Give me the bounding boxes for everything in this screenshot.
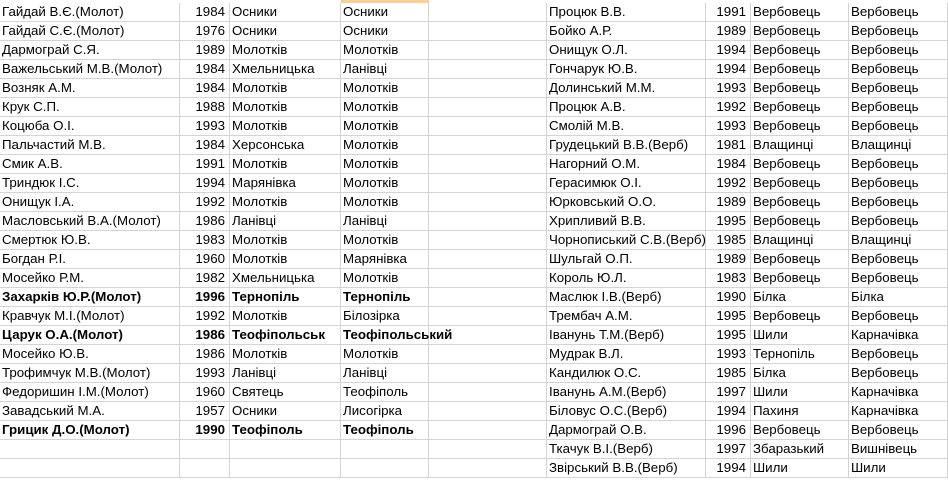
cell-empty-col[interactable]	[429, 440, 547, 458]
cell-residence-left[interactable]	[341, 459, 429, 477]
cell-year-right[interactable]: 1985	[706, 364, 751, 382]
cell-year-right[interactable]: 1995	[706, 307, 751, 325]
cell-birthplace-right[interactable]: Вербовець	[751, 79, 849, 97]
cell-empty-col[interactable]	[429, 193, 547, 211]
cell-birthplace-left[interactable]: Молотків	[230, 307, 341, 325]
cell-residence-left[interactable]: Осники	[341, 3, 429, 21]
cell-name-right[interactable]: Процюк В.В.	[547, 3, 706, 21]
table-row	[0, 326, 948, 345]
cell-name-left[interactable]: Захарків Ю.Р.(Молот)	[0, 288, 180, 306]
cell-year-left[interactable]: 1994	[180, 174, 230, 192]
table-row	[0, 231, 948, 250]
table-row	[0, 79, 948, 98]
cell-empty-col[interactable]	[429, 364, 547, 382]
cell-name-left[interactable]: Гайдай С.Є.(Молот)	[0, 22, 180, 40]
table-row	[0, 155, 948, 174]
table-row	[0, 117, 948, 136]
cell-residence-right[interactable]: Вербовець	[849, 98, 948, 116]
table-row	[0, 212, 948, 231]
cell-name-left[interactable]	[0, 459, 180, 477]
cell-birthplace-right[interactable]: Вербовець	[751, 117, 849, 135]
cell-name-right[interactable]: Біловус О.С.(Верб)	[547, 402, 706, 420]
cell-birthplace-right[interactable]: Вербовець	[751, 60, 849, 78]
cell-empty-col[interactable]	[429, 136, 547, 154]
cell-year-right[interactable]: 1993	[706, 345, 751, 363]
cell-residence-left[interactable]: Молотків	[341, 269, 429, 287]
cell-name-right[interactable]: Іванунь Т.М.(Верб)	[547, 326, 706, 344]
cell-birthplace-left[interactable]: Херсонська	[230, 136, 341, 154]
cell-name-right[interactable]: Грудецький В.В.(Верб)	[547, 136, 706, 154]
cell-name-left[interactable]: Коцюба О.І.	[0, 117, 180, 135]
cell-name-right[interactable]: Кандилюк О.С.	[547, 364, 706, 382]
cell-name-left[interactable]: Пальчастий М.В.	[0, 136, 180, 154]
cell-year-right[interactable]: 1995	[706, 212, 751, 230]
cell-year-right[interactable]: 1997	[706, 440, 751, 458]
cell-name-left[interactable]	[0, 440, 180, 458]
cell-residence-left[interactable]: Марянівка	[341, 250, 429, 268]
cell-residence-left[interactable]: Ланівці	[341, 364, 429, 382]
cell-year-left[interactable]: 1990	[180, 421, 230, 439]
cell-birthplace-right[interactable]: Білка	[751, 364, 849, 382]
cell-name-left[interactable]: Гайдай В.Є.(Молот)	[0, 3, 180, 21]
cell-name-right[interactable]: Звірський В.В.(Верб)	[547, 459, 706, 477]
cell-year-right[interactable]: 1994	[706, 402, 751, 420]
cell-residence-left[interactable]: Теофіполь	[341, 383, 429, 401]
cell-name-left[interactable]: Триндюк І.С.	[0, 174, 180, 192]
table-row	[0, 402, 948, 421]
cell-name-left[interactable]: Онищук І.А.	[0, 193, 180, 211]
cell-residence-right[interactable]: Карначівка	[849, 326, 948, 344]
cell-year-right[interactable]: 1991	[706, 3, 751, 21]
cell-name-right[interactable]: Трембач А.М.	[547, 307, 706, 325]
cell-empty-col[interactable]	[429, 307, 547, 325]
cell-year-left[interactable]: 1982	[180, 269, 230, 287]
table-row	[0, 174, 948, 193]
cell-year-left[interactable]: 1996	[180, 288, 230, 306]
cell-birthplace-left[interactable]: Молотків	[230, 117, 341, 135]
cell-name-left[interactable]: Важельський М.В.(Молот)	[0, 60, 180, 78]
cell-residence-left[interactable]: Молотків	[341, 79, 429, 97]
cell-year-left[interactable]: 1984	[180, 136, 230, 154]
table-row	[0, 250, 948, 269]
table-row	[0, 98, 948, 117]
cell-name-right[interactable]: Іванунь А.М.(Верб)	[547, 383, 706, 401]
cell-year-left[interactable]: 1986	[180, 326, 230, 344]
cell-year-left[interactable]: 1992	[180, 193, 230, 211]
cell-year-left[interactable]: 1991	[180, 155, 230, 173]
cell-name-right[interactable]: Бойко А.Р.	[547, 22, 706, 40]
cell-residence-left[interactable]: Ланівці	[341, 212, 429, 230]
cell-birthplace-left[interactable]: Молотків	[230, 193, 341, 211]
cell-residence-right[interactable]: Вербовець	[849, 364, 948, 382]
cell-birthplace-right[interactable]: Влащинці	[751, 231, 849, 249]
cell-birthplace-right[interactable]: Вербовець	[751, 98, 849, 116]
cell-year-right[interactable]: 1985	[706, 231, 751, 249]
table-row	[0, 440, 948, 459]
cell-birthplace-right[interactable]: Вербовець	[751, 307, 849, 325]
table-row	[0, 3, 948, 22]
cell-empty-col[interactable]	[429, 402, 547, 420]
cell-name-left[interactable]: Масловський В.А.(Молот)	[0, 212, 180, 230]
cell-birthplace-right[interactable]: Тернопіль	[751, 345, 849, 363]
cell-residence-right[interactable]: Вербовець	[849, 250, 948, 268]
cell-empty-col[interactable]	[429, 212, 547, 230]
cell-birthplace-right[interactable]: Вербовець	[751, 155, 849, 173]
cell-residence-left[interactable]: Молотків	[341, 136, 429, 154]
cell-empty-col[interactable]	[429, 459, 547, 477]
table-row	[0, 307, 948, 326]
cell-year-left[interactable]: 1984	[180, 79, 230, 97]
table-row	[0, 269, 948, 288]
cell-empty-col[interactable]	[429, 98, 547, 116]
cell-residence-left[interactable]: Молотків	[341, 345, 429, 363]
cell-birthplace-right[interactable]: Вербовець	[751, 250, 849, 268]
cell-name-right[interactable]: Смолій М.В.	[547, 117, 706, 135]
cell-year-right[interactable]: 1995	[706, 326, 751, 344]
table-row	[0, 459, 948, 478]
cell-year-right[interactable]: 1990	[706, 288, 751, 306]
cell-name-right[interactable]: Онищук О.Л.	[547, 41, 706, 59]
cell-year-left[interactable]: 1960	[180, 383, 230, 401]
cell-year-right[interactable]: 1983	[706, 269, 751, 287]
cell-birthplace-right[interactable]: Вербовець	[751, 22, 849, 40]
cell-year-right[interactable]: 1994	[706, 41, 751, 59]
cell-residence-right[interactable]: Карначівка	[849, 402, 948, 420]
cell-empty-col[interactable]	[429, 383, 547, 401]
cell-year-left[interactable]: 1976	[180, 22, 230, 40]
cell-residence-right[interactable]: Вербовець	[849, 22, 948, 40]
cell-year-left[interactable]: 1993	[180, 364, 230, 382]
cell-birthplace-right[interactable]: Вербовець	[751, 41, 849, 59]
cell-year-left[interactable]: 1989	[180, 41, 230, 59]
cell-year-right[interactable]: 1989	[706, 250, 751, 268]
cell-year-left[interactable]: 1992	[180, 307, 230, 325]
cell-empty-col[interactable]	[429, 421, 547, 439]
cell-name-left[interactable]: Смик А.В.	[0, 155, 180, 173]
cell-residence-right[interactable]: Вербовець	[849, 155, 948, 173]
cell-name-left[interactable]: Богдан Р.І.	[0, 250, 180, 268]
cell-birthplace-right[interactable]: Вербовець	[751, 421, 849, 439]
cell-name-right[interactable]: Дармограй О.В.	[547, 421, 706, 439]
cell-year-right[interactable]: 1989	[706, 22, 751, 40]
cell-empty-col[interactable]	[429, 79, 547, 97]
cell-residence-right[interactable]: Вербовець	[849, 79, 948, 97]
cell-birthplace-left[interactable]: Молотків	[230, 231, 341, 249]
cell-birthplace-left[interactable]: Ланівці	[230, 364, 341, 382]
cell-residence-left[interactable]: Молотків	[341, 117, 429, 135]
cell-residence-right[interactable]: Вербовець	[849, 174, 948, 192]
cell-name-left[interactable]: Мосейко Р.М.	[0, 269, 180, 287]
cell-year-right[interactable]: 1997	[706, 383, 751, 401]
cell-empty-col[interactable]	[429, 41, 547, 59]
cell-name-left[interactable]: Смертюк Ю.В.	[0, 231, 180, 249]
cell-empty-col[interactable]	[429, 60, 547, 78]
cell-year-left[interactable]: 1984	[180, 3, 230, 21]
cell-year-right[interactable]: 1993	[706, 117, 751, 135]
cell-year-left[interactable]	[180, 440, 230, 458]
cell-birthplace-right[interactable]: Шили	[751, 383, 849, 401]
table-row	[0, 60, 948, 79]
cell-year-right[interactable]: 1996	[706, 421, 751, 439]
cell-residence-right[interactable]: Влащинці	[849, 231, 948, 249]
cell-birthplace-right[interactable]: Вербовець	[751, 212, 849, 230]
cell-year-left[interactable]: 1986	[180, 212, 230, 230]
cell-birthplace-right[interactable]: Вербовець	[751, 193, 849, 211]
cell-year-right[interactable]: 1989	[706, 193, 751, 211]
cell-empty-col[interactable]	[429, 250, 547, 268]
cell-birthplace-left[interactable]	[230, 459, 341, 477]
cell-empty-col[interactable]	[429, 326, 547, 344]
cell-residence-left[interactable]: Молотків	[341, 231, 429, 249]
cell-birthplace-left[interactable]: Хмельницька	[230, 60, 341, 78]
table-row	[0, 288, 948, 307]
cell-year-left[interactable]: 1986	[180, 345, 230, 363]
cell-residence-right[interactable]: Карначівка	[849, 383, 948, 401]
cell-name-right[interactable]: Нагорний О.М.	[547, 155, 706, 173]
cell-residence-right[interactable]: Вербовець	[849, 421, 948, 439]
cell-birthplace-left[interactable]: Осники	[230, 3, 341, 21]
table-row	[0, 421, 948, 440]
cell-residence-right[interactable]: Вербовець	[849, 345, 948, 363]
cell-name-left[interactable]: Мосейко Ю.В.	[0, 345, 180, 363]
cell-residence-left[interactable]: Молотків	[341, 98, 429, 116]
cell-birthplace-left[interactable]: Хмельницька	[230, 269, 341, 287]
cell-name-right[interactable]: Маслюк І.В.(Верб)	[547, 288, 706, 306]
table-row	[0, 41, 948, 60]
cell-birthplace-left[interactable]: Марянівка	[230, 174, 341, 192]
cell-year-right[interactable]: 1981	[706, 136, 751, 154]
cell-birthplace-left[interactable]: Молотків	[230, 41, 341, 59]
cell-year-left[interactable]: 1988	[180, 98, 230, 116]
cell-name-left[interactable]: Кравчук М.І.(Молот)	[0, 307, 180, 325]
cell-birthplace-right[interactable]: Вербовець	[751, 3, 849, 21]
cell-birthplace-left[interactable]: Тернопіль	[230, 288, 341, 306]
cell-residence-right[interactable]: Вишнівець	[849, 440, 948, 458]
cell-residence-left[interactable]: Осники	[341, 22, 429, 40]
cell-empty-col[interactable]	[429, 155, 547, 173]
cell-name-right[interactable]: Король Ю.Л.	[547, 269, 706, 287]
cell-empty-col[interactable]	[429, 174, 547, 192]
cell-name-right[interactable]: Юрковський О.О.	[547, 193, 706, 211]
cell-residence-left[interactable]: Ланівці	[341, 60, 429, 78]
cell-birthplace-left[interactable]: Молотків	[230, 250, 341, 268]
cell-name-right[interactable]: Долинський М.М.	[547, 79, 706, 97]
cell-residence-left[interactable]: Молотків	[341, 193, 429, 211]
cell-name-right[interactable]: Шульгай О.П.	[547, 250, 706, 268]
cell-name-right[interactable]: Процюк А.В.	[547, 98, 706, 116]
cell-name-left[interactable]: Дармограй С.Я.	[0, 41, 180, 59]
cell-name-right[interactable]: Чорнописький С.В.(Верб)	[549, 232, 706, 247]
cell-birthplace-right[interactable]: Збаразький	[751, 440, 849, 458]
cell-residence-left[interactable]: Молотків	[341, 174, 429, 192]
cell-year-right[interactable]: 1992	[706, 98, 751, 116]
cell-birthplace-left[interactable]: Теофіполь	[230, 421, 341, 439]
cell-residence-right[interactable]: Вербовець	[849, 60, 948, 78]
cell-empty-col[interactable]	[429, 345, 547, 363]
cell-name-right[interactable]: Мудрак В.Л.	[547, 345, 706, 363]
cell-birthplace-left[interactable]: Святець	[230, 383, 341, 401]
cell-name-left[interactable]: Крук С.П.	[0, 98, 180, 116]
cell-birthplace-left[interactable]: Молотків	[230, 345, 341, 363]
cell-year-right[interactable]: 1994	[706, 459, 751, 477]
cell-name-right[interactable]: Хрипливий В.В.	[547, 212, 706, 230]
cell-residence-right[interactable]: Вербовець	[849, 307, 948, 325]
cell-empty-col[interactable]	[429, 288, 547, 306]
cell-birthplace-left[interactable]: Теофіпольськ	[230, 326, 341, 344]
cell-residence-right[interactable]: Білка	[849, 288, 948, 306]
cell-empty-col[interactable]	[429, 3, 547, 21]
cell-residence-left[interactable]: Тернопіль	[341, 288, 429, 306]
cell-residence-right[interactable]: Вербовець	[849, 212, 948, 230]
cell-birthplace-left[interactable]: Ланівці	[230, 212, 341, 230]
cell-name-right[interactable]: Ткачук В.І.(Верб)	[547, 440, 706, 458]
cell-empty-col[interactable]	[429, 117, 547, 135]
cell-residence-left[interactable]	[341, 440, 429, 458]
cell-name-left[interactable]: Федоришин І.М.(Молот)	[0, 383, 180, 401]
cell-residence-right[interactable]: Вербовець	[849, 41, 948, 59]
cell-year-left[interactable]	[180, 459, 230, 477]
cell-name-left[interactable]: Завадський М.А.	[0, 402, 180, 420]
cell-year-left[interactable]: 1983	[180, 231, 230, 249]
cell-name-left[interactable]: Грицик Д.О.(Молот)	[0, 421, 180, 439]
cell-name-right[interactable]: Гончарук Ю.В.	[547, 60, 706, 78]
cell-year-right[interactable]: 1994	[706, 60, 751, 78]
cell-residence-left[interactable]: Лисогірка	[341, 402, 429, 420]
cell-residence-right[interactable]: Вербовець	[849, 269, 948, 287]
cell-empty-col[interactable]	[429, 269, 547, 287]
cell-birthplace-right[interactable]: Вербовець	[751, 269, 849, 287]
cell-residence-right[interactable]: Вербовець	[849, 193, 948, 211]
cell-residence-right[interactable]: Влащинці	[849, 136, 948, 154]
cell-residence-left[interactable]: Білозірка	[341, 307, 429, 325]
cell-year-left[interactable]: 1984	[180, 60, 230, 78]
cell-residence-left[interactable]: Теофіполь	[341, 421, 429, 439]
cell-birthplace-left[interactable]	[230, 440, 341, 458]
cell-birthplace-left[interactable]: Осники	[230, 22, 341, 40]
cell-birthplace-right[interactable]: Шили	[751, 326, 849, 344]
cell-residence-left[interactable]: Молотків	[341, 41, 429, 59]
cell-empty-col[interactable]	[429, 231, 547, 249]
cell-name-right[interactable]: Герасимюк О.І.	[547, 174, 706, 192]
cell-birthplace-right[interactable]: Вербовець	[751, 174, 849, 192]
cell-birthplace-right[interactable]: Білка	[751, 288, 849, 306]
cell-birthplace-right[interactable]: Влащинці	[751, 136, 849, 154]
cell-year-left[interactable]: 1993	[180, 117, 230, 135]
cell-birthplace-left[interactable]: Молотків	[230, 79, 341, 97]
cell-residence-right[interactable]: Вербовець	[849, 117, 948, 135]
table-row	[0, 383, 948, 402]
cell-birthplace-right[interactable]: Пахиня	[751, 402, 849, 420]
cell-birthplace-right[interactable]: Шили	[751, 459, 849, 477]
cell-residence-left[interactable]: Теофіпольський	[343, 327, 453, 342]
cell-residence-left[interactable]: Молотків	[341, 155, 429, 173]
table-row	[0, 193, 948, 212]
cell-year-left[interactable]: 1957	[180, 402, 230, 420]
cell-residence-right[interactable]: Вербовець	[849, 3, 948, 21]
cell-name-left[interactable]: Царук О.А.(Молот)	[0, 326, 180, 344]
table-row	[0, 136, 948, 155]
cell-year-right[interactable]: 1992	[706, 174, 751, 192]
table-row	[0, 345, 948, 364]
cell-empty-col[interactable]	[429, 22, 547, 40]
cell-birthplace-left[interactable]: Осники	[230, 402, 341, 420]
cell-birthplace-left[interactable]: Молотків	[230, 98, 341, 116]
table-row	[0, 364, 948, 383]
cell-birthplace-left[interactable]: Молотків	[230, 155, 341, 173]
cell-year-left[interactable]: 1960	[180, 250, 230, 268]
cell-name-left[interactable]: Возняк А.М.	[0, 79, 180, 97]
cell-year-right[interactable]: 1993	[706, 79, 751, 97]
cell-residence-right[interactable]: Шили	[849, 459, 948, 477]
cell-year-right[interactable]: 1984	[706, 155, 751, 173]
table-row	[0, 22, 948, 41]
cell-name-left[interactable]: Трофимчук М.В.(Молот)	[0, 364, 180, 382]
